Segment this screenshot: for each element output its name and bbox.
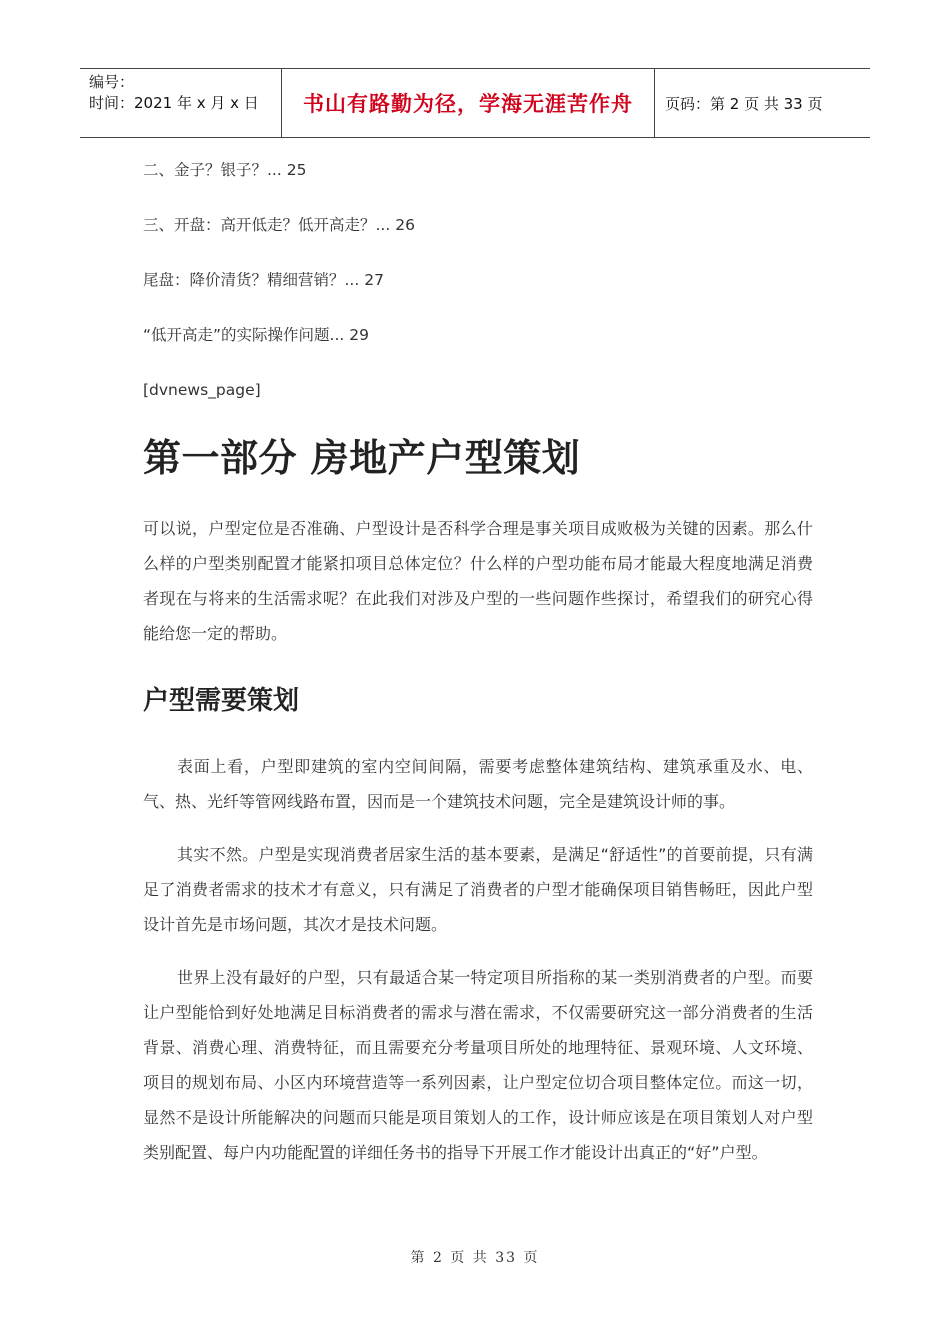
toc-item: “低开高走”的实际操作问题... 29 <box>143 326 369 344</box>
body-paragraph: 表面上看，户型即建筑的室内空间间隔，需要考虑整体建筑结构、建筑承重及水、电、气、热、光纤等管网线路布置，因而是一个建筑技术问题，完全是建筑设计师的事。 <box>143 757 813 811</box>
toc-item: 尾盘：降价清货？精细营销？... 27 <box>143 271 384 289</box>
body-paragraph: 世界上没有最好的户型，只有最适合某一特定项目所指称的某一类别消费者的户型。而要让户型能恰到好处地满足目标消费者的需求与潜在需求，不仅需要研究这一部分消费者的生活背景、消费心理、消费特征，而且需要充分考量项目所处的地理特征、景观环境、人文环境、项目的规划布局、小区内环境营造等一系列因素，让户型定位切合项目整体定位。而这一切，显然不是设计所能解决的问题而只能是项目策划人的工作，设计师应该是在项目策划人对户型类别配置、每户内功能配置的详细任务书的指导下开展工作才能设计出真正的“好”户型。 <box>143 968 813 1162</box>
page-footer: 第 2 页 共 33 页 <box>410 1250 540 1266</box>
document-body <box>143 150 813 1170</box>
header-meta <box>80 69 282 137</box>
time-label: 时间：2021 年 x 月 x 日 <box>89 94 259 112</box>
header-motto-cell <box>282 69 655 137</box>
page-header <box>80 68 870 138</box>
header-page-cell <box>655 69 870 137</box>
motto: 书山有路勤为径，学海无涯苦作舟 <box>303 91 633 116</box>
toc-item: 三、开盘：高开低走？低开高走？... 26 <box>143 216 415 234</box>
section-title: 第一部分 房地产户型策划 <box>143 436 581 480</box>
subheading: 户型需要策划 <box>143 686 300 716</box>
page-label: 页码：第 2 页 共 33 页 <box>665 94 823 113</box>
page-marker: [dvnews_page] <box>143 381 261 399</box>
toc-item: 二、金子？银子？... 25 <box>143 161 307 179</box>
intro-paragraph: 可以说，户型定位是否准确、户型设计是否科学合理是事关项目成败极为关键的因素。那么什么样的户型类别配置才能紧扣项目总体定位？什么样的户型功能布局才能最大程度地满足消费者现在与将来的生活需求呢？在此我们对涉及户型的一些问题作些探讨，希望我们的研究心得能给您一定的帮助。 <box>143 519 813 643</box>
number-label: 编号： <box>89 73 135 91</box>
body-paragraph: 其实不然。户型是实现消费者居家生活的基本要素，是满足“舒适性”的首要前提，只有满足了消费者需求的技术才有意义，只有满足了消费者的户型才能确保项目销售畅旺，因此户型设计首先是市场问题，其次才是技术问题。 <box>143 845 813 934</box>
